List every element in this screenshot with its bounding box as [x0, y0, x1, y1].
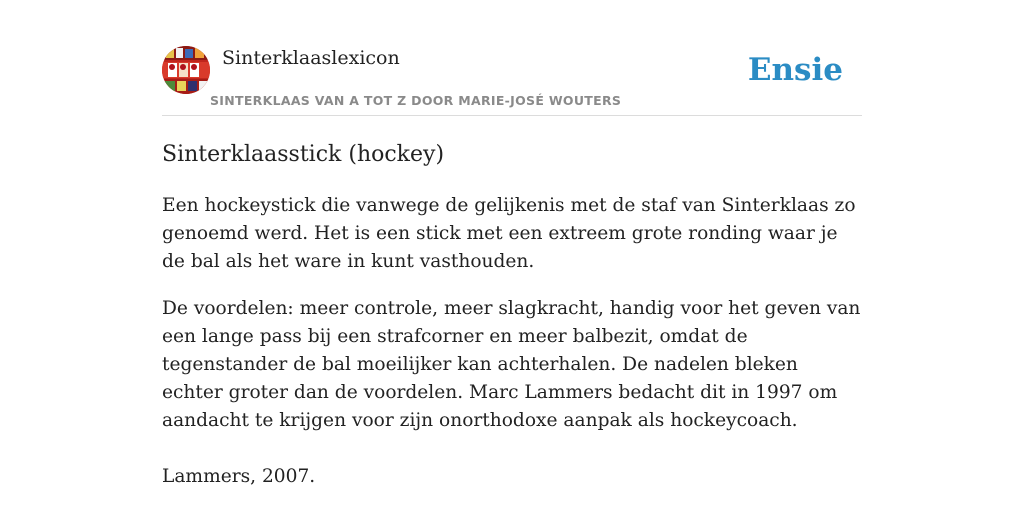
site-subtitle: SINTERKLAAS VAN A TOT Z DOOR MARIE-JOSÉ WOUTERS: [210, 93, 622, 108]
article-title: Sinterklaasstick (hockey): [162, 142, 445, 167]
article-paragraph-2: De voordelen: meer controle, meer slagkracht, handig voor het geven van een lange pass bij een strafcorner en meer balbezit, omdat de tegenstander de bal moeilijker kan achterhalen. De nadelen bleken echter groter dan de voordelen. Marc Lammers bedacht dit in 1997 om aandacht te krijgen voor zijn onorthodoxe aanpak als hockeycoach.: [162, 298, 861, 431]
page-container: [162, 0, 862, 512]
avatar-image: [162, 46, 210, 94]
site-avatar[interactable]: [162, 46, 210, 94]
site-name-link[interactable]: Sinterklaaslexicon: [222, 47, 400, 69]
site-header: [162, 0, 862, 116]
article-source: Lammers, 2007.: [162, 466, 316, 487]
article-paragraph-1: Een hockeystick die vanwege de gelijkenis met de staf van Sinterklaas zo genoemd werd. Het is een stick met een extreem grote ronding waar je de bal als het ware in kunt vasthouden.: [162, 195, 856, 272]
ensie-logo-link[interactable]: Ensie: [747, 52, 843, 88]
